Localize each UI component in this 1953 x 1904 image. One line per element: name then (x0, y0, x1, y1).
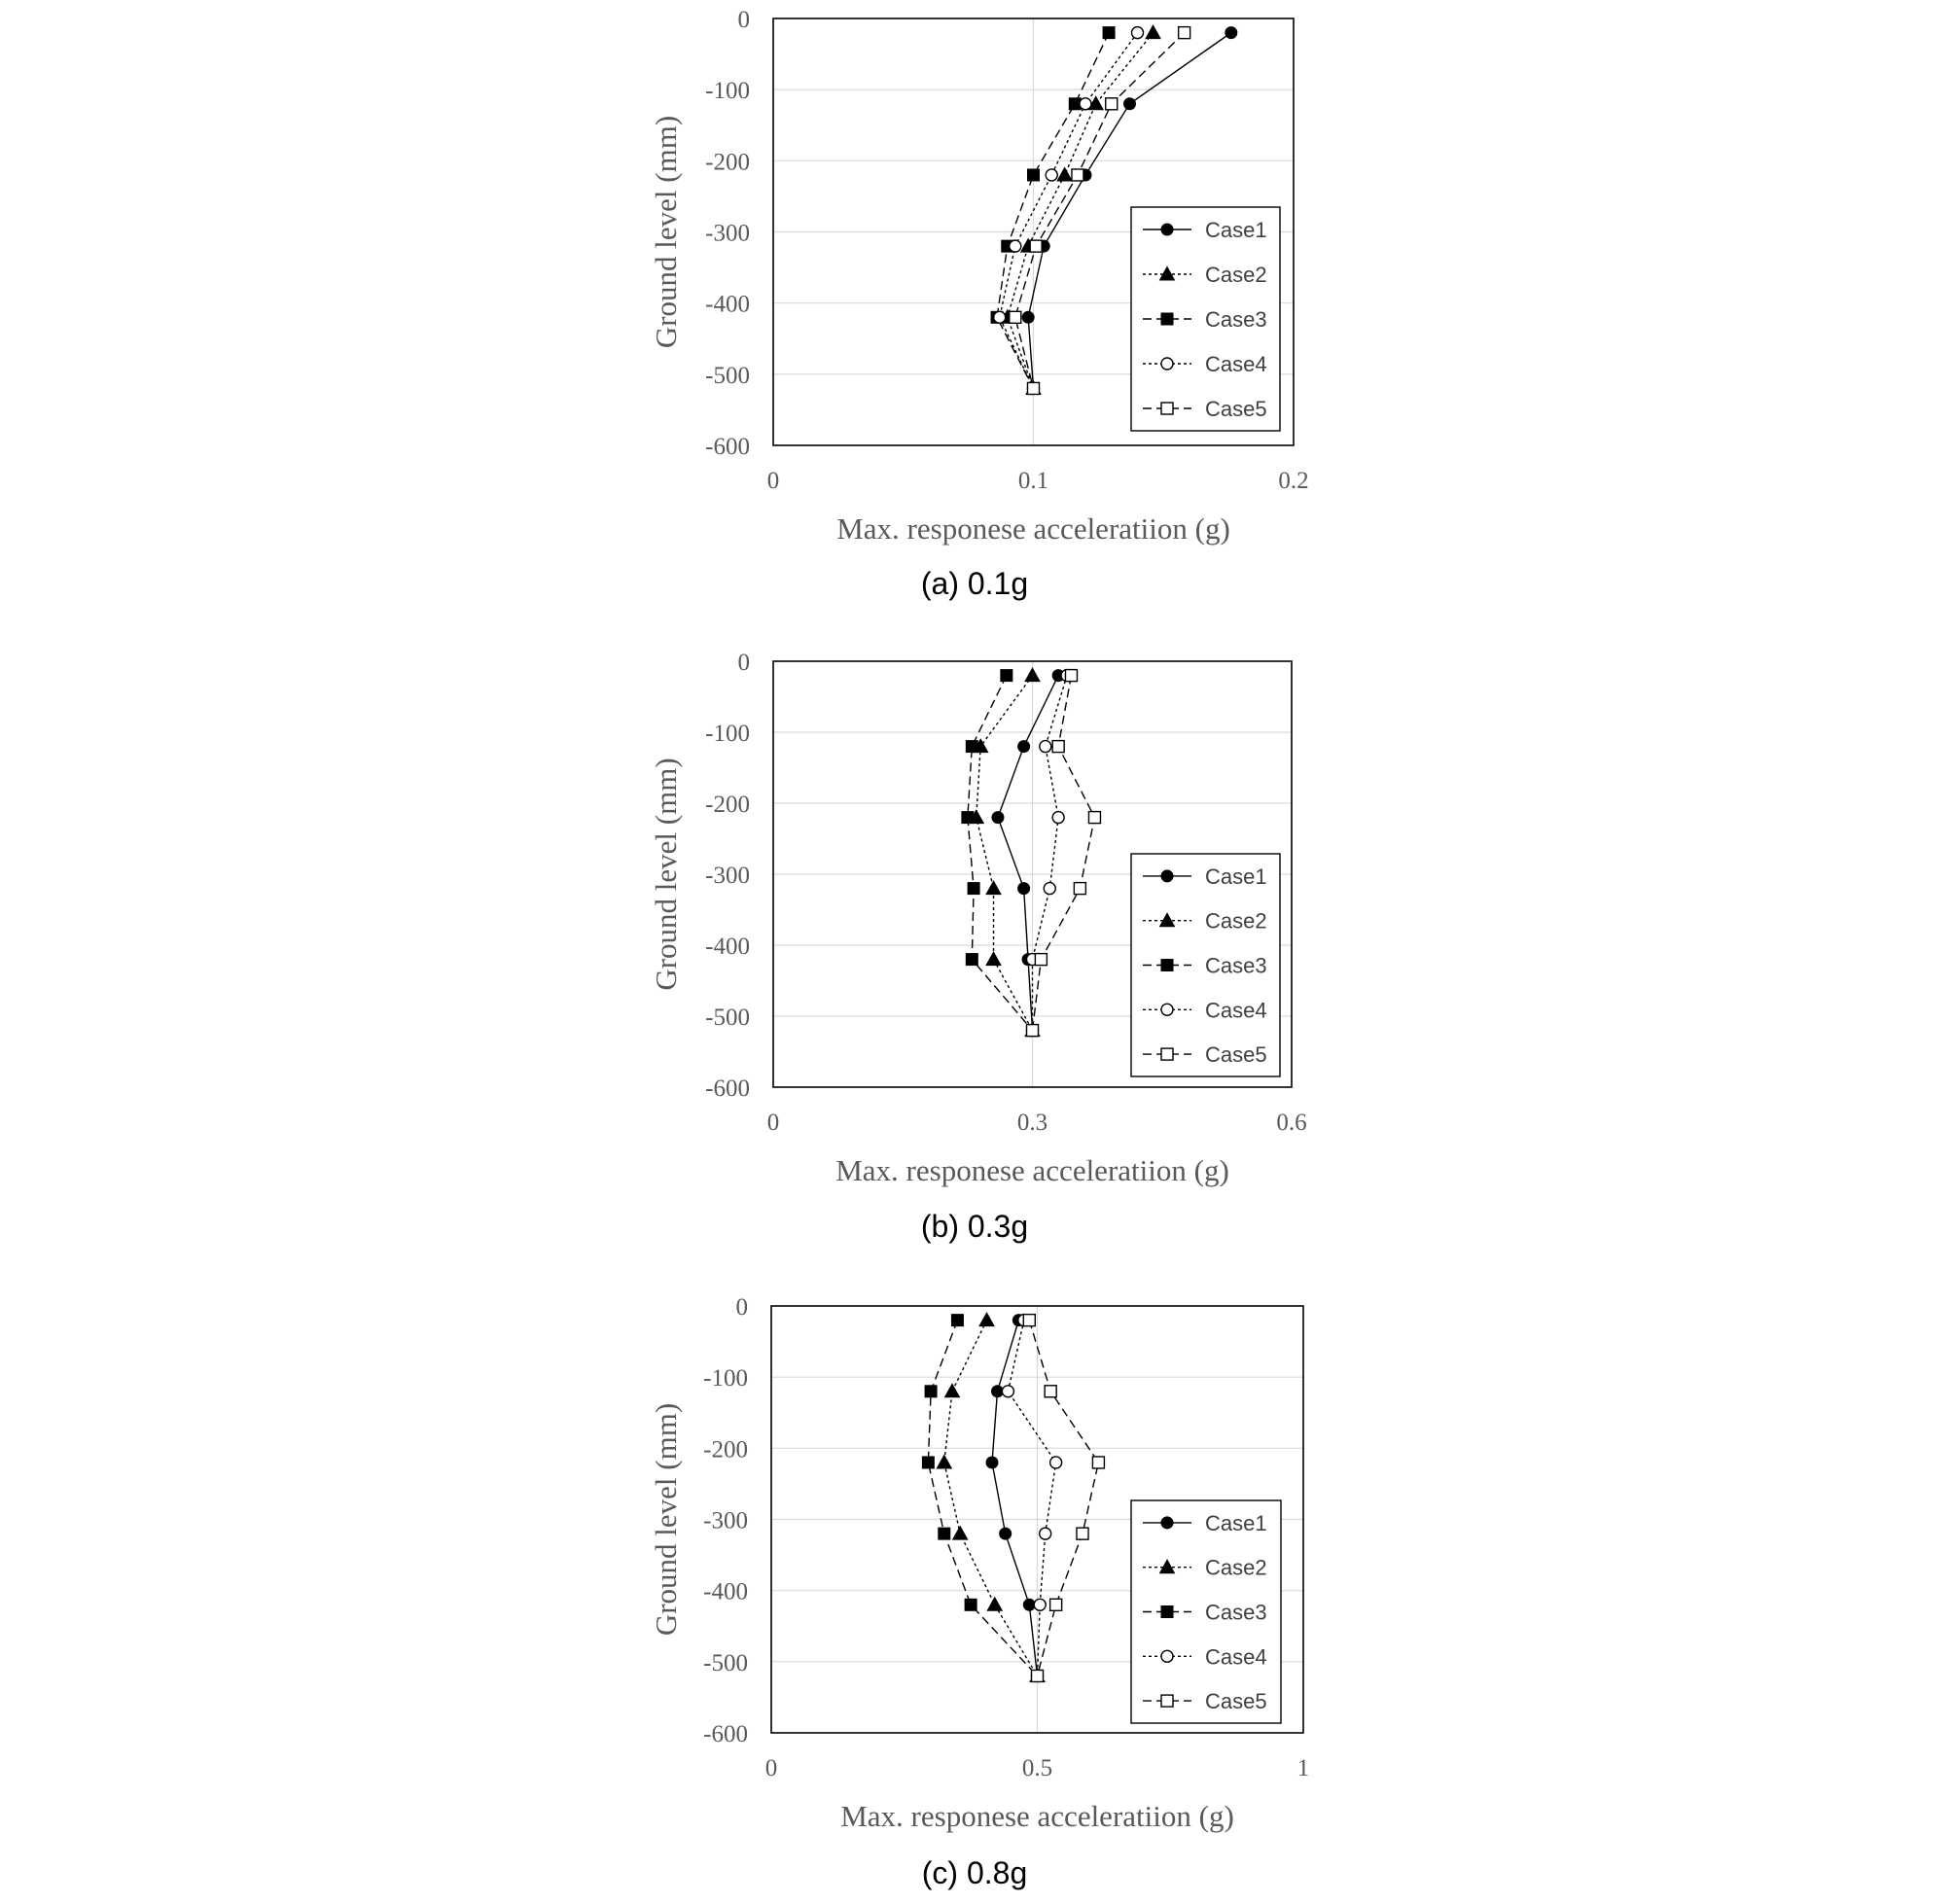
legend-label: Case3 (1205, 307, 1267, 332)
legend-marker (1161, 313, 1173, 325)
x-tick-label: 0.6 (1276, 1110, 1307, 1136)
data-point-case4 (1034, 1599, 1046, 1610)
data-point-case3 (962, 812, 974, 824)
legend-label: Case4 (1205, 1644, 1267, 1670)
legend-label: Case4 (1205, 352, 1267, 376)
series-line-case3 (997, 33, 1109, 389)
data-point-case5 (1074, 883, 1085, 895)
data-point-case1 (1023, 1599, 1035, 1610)
legend-marker (1161, 1606, 1173, 1618)
series-line-case2 (944, 1321, 1038, 1676)
data-point-case4 (1052, 812, 1064, 824)
legend-marker (1161, 1048, 1173, 1060)
data-point-case1 (991, 1386, 1003, 1397)
data-point-case5 (1032, 1670, 1044, 1681)
data-point-case4 (1040, 1528, 1051, 1539)
series-line-case3 (968, 676, 1033, 1031)
series-line-case1 (992, 1321, 1037, 1676)
data-point-case2 (987, 1598, 1002, 1611)
data-point-case5 (1179, 27, 1190, 39)
legend-marker (1161, 1650, 1173, 1662)
data-point-case5 (1035, 954, 1047, 966)
data-point-case5 (1065, 670, 1077, 682)
data-point-case3 (939, 1528, 950, 1539)
legend (1131, 207, 1280, 431)
legend-label: Case1 (1205, 218, 1267, 242)
data-point-case3 (1001, 670, 1012, 682)
y-tick-label: -400 (703, 1578, 748, 1605)
chart-panel (649, 1294, 1309, 1890)
legend-marker (1161, 1004, 1173, 1015)
data-point-case4 (1080, 98, 1091, 110)
data-point-case5 (1010, 311, 1021, 323)
data-point-case2 (944, 1384, 959, 1397)
y-axis-label: Ground level (mm) (649, 1402, 683, 1637)
y-axis-label: Ground level (mm) (649, 758, 683, 991)
data-point-case3 (951, 1315, 963, 1326)
data-point-case5 (1050, 1599, 1062, 1610)
y-tick-label: -600 (705, 1075, 750, 1102)
data-point-case5 (1088, 812, 1100, 824)
legend (1131, 1500, 1281, 1723)
legend-marker (1161, 403, 1173, 414)
panel-caption: (b) 0.3g (920, 1209, 1029, 1244)
data-point-case1 (1000, 1528, 1012, 1539)
data-point-case5 (1027, 1025, 1039, 1037)
y-tick-label: -100 (703, 1365, 748, 1393)
y-tick-label: -600 (703, 1721, 748, 1747)
data-point-case5 (1092, 1457, 1104, 1468)
legend-label: Case2 (1205, 908, 1267, 934)
data-point-case2 (953, 1527, 968, 1540)
series-line-case5 (1033, 676, 1095, 1031)
data-point-case4 (1044, 883, 1055, 895)
x-tick-label: 0 (766, 468, 780, 494)
data-point-case5 (1028, 382, 1040, 394)
data-point-case5 (1030, 240, 1042, 252)
legend-marker (1161, 1695, 1173, 1707)
series-line-case2 (976, 676, 1033, 1031)
data-point-case5 (1052, 741, 1064, 753)
x-tick-label: 0 (764, 1755, 778, 1781)
x-axis-label: Max. responese acceleratiion (g) (835, 1153, 1229, 1187)
y-axis-label: Ground level (mm) (649, 115, 683, 349)
data-point-case5 (1045, 1386, 1056, 1397)
y-tick-label: -400 (705, 291, 750, 318)
legend-label: Case3 (1205, 1600, 1267, 1625)
data-point-case2 (1146, 25, 1160, 39)
y-tick-label: -400 (705, 934, 750, 960)
legend-label: Case5 (1205, 1042, 1267, 1068)
y-tick-label: -300 (705, 863, 750, 889)
data-point-case2 (1057, 167, 1072, 181)
legend (1131, 854, 1280, 1076)
y-tick-label: -500 (705, 362, 750, 389)
y-tick-label: 0 (737, 650, 750, 676)
data-point-case3 (1103, 27, 1115, 39)
chart-panel (649, 7, 1309, 601)
data-point-case3 (922, 1457, 934, 1468)
y-tick-label: -100 (705, 721, 750, 747)
x-tick-label: 0.2 (1278, 468, 1309, 494)
data-point-case1 (986, 1457, 998, 1468)
data-point-case1 (1123, 98, 1135, 110)
legend-marker (1161, 870, 1173, 882)
data-point-case2 (986, 952, 1001, 966)
data-point-case4 (1132, 27, 1144, 39)
y-tick-label: -100 (705, 78, 750, 105)
data-point-case3 (966, 741, 977, 753)
data-point-case4 (1002, 1386, 1013, 1397)
data-point-case5 (1106, 98, 1118, 110)
x-tick-label: 1 (1296, 1755, 1310, 1781)
x-tick-label: 0.5 (1021, 1755, 1053, 1781)
series-line-case5 (1029, 1321, 1098, 1676)
x-tick-label: 0.3 (1016, 1110, 1048, 1136)
legend-marker (1161, 224, 1173, 235)
data-point-case3 (1028, 169, 1040, 181)
legend-label: Case1 (1205, 1510, 1267, 1535)
panel-caption: (c) 0.8g (921, 1855, 1028, 1890)
data-point-case1 (1018, 741, 1030, 753)
data-point-case5 (1077, 1528, 1088, 1539)
data-point-case3 (968, 883, 979, 895)
y-tick-label: -500 (705, 1005, 750, 1031)
data-point-case4 (1046, 169, 1057, 181)
y-tick-label: -200 (705, 792, 750, 818)
data-point-case2 (979, 1313, 994, 1326)
y-tick-label: -300 (703, 1507, 748, 1534)
series-line-case4 (1033, 676, 1068, 1031)
legend-label: Case4 (1205, 998, 1267, 1023)
data-point-case1 (1022, 311, 1034, 323)
legend-label: Case1 (1205, 864, 1267, 889)
x-tick-label: 0 (766, 1110, 780, 1136)
data-point-case5 (1023, 1315, 1035, 1326)
chart-panel (649, 650, 1307, 1244)
legend-label: Case3 (1205, 953, 1267, 978)
data-point-case5 (1072, 169, 1083, 181)
data-point-case4 (1050, 1457, 1062, 1468)
series-line-case1 (998, 676, 1058, 1031)
x-tick-label: 0.1 (1017, 468, 1049, 494)
data-point-case1 (1225, 27, 1237, 39)
y-tick-label: 0 (737, 7, 750, 33)
y-tick-label: -600 (705, 434, 750, 460)
x-axis-label: Max. responese acceleratiion (g) (840, 1799, 1234, 1833)
y-tick-label: -300 (705, 220, 750, 247)
legend-label: Case5 (1205, 397, 1267, 421)
x-axis-label: Max. responese acceleratiion (g) (836, 511, 1230, 546)
legend-label: Case5 (1205, 1689, 1267, 1714)
series-line-case3 (928, 1321, 1037, 1676)
legend-label: Case2 (1205, 1555, 1267, 1580)
data-point-case3 (965, 1599, 976, 1610)
data-point-case3 (925, 1386, 937, 1397)
data-point-case2 (937, 1455, 951, 1468)
legend-marker (1161, 358, 1173, 370)
y-tick-label: 0 (735, 1294, 748, 1321)
data-point-case3 (966, 954, 977, 966)
data-point-case1 (1018, 883, 1030, 895)
y-tick-label: -200 (705, 149, 750, 176)
y-tick-label: -500 (703, 1649, 748, 1676)
data-point-case4 (994, 311, 1006, 323)
panel-caption: (a) 0.1g (920, 566, 1029, 601)
legend-label: Case2 (1205, 263, 1267, 287)
data-point-case2 (986, 881, 1001, 895)
y-tick-label: -200 (703, 1436, 748, 1463)
data-point-case1 (992, 812, 1004, 824)
data-point-case2 (1025, 668, 1040, 682)
legend-marker (1161, 1517, 1173, 1529)
data-point-case4 (1040, 741, 1051, 753)
legend-marker (1161, 960, 1173, 971)
data-point-case4 (1010, 240, 1021, 252)
